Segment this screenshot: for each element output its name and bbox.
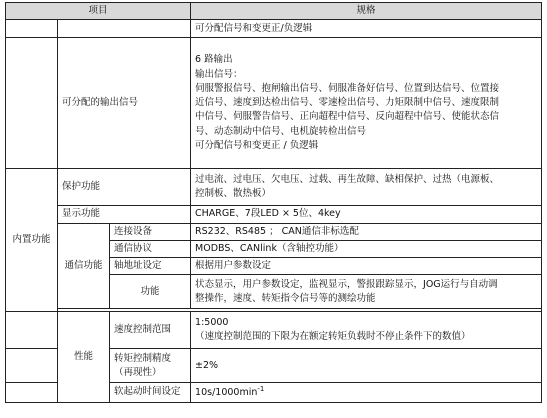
comm-device-row	[6, 223, 542, 240]
assignable-output-row	[6, 38, 542, 169]
header-spec: 规格	[191, 3, 542, 20]
output-line: 近信号、速度到达检出信号、零速检出信号、力矩限制中信号、速度限制	[195, 97, 500, 109]
output-continuation-row	[6, 20, 542, 38]
comm-function-item-label: 功能	[110, 275, 191, 309]
protection-row	[6, 169, 542, 206]
display-label: 显示功能	[58, 206, 191, 223]
blank-cell	[58, 20, 191, 38]
comm-device-value: RS232、RS485 ； CAN通信非标选配	[191, 223, 542, 240]
torque-accuracy-label-line: 转矩控制精度	[114, 352, 172, 364]
comm-protocol-value: MODBS、CANlink（含轴控功能）	[191, 240, 542, 257]
torque-accuracy-value: ±2%	[191, 349, 542, 383]
assignable-output-value	[191, 38, 542, 169]
blank-cell	[6, 38, 58, 169]
output-line: 可分配信号和变更正 / 负逻辑	[195, 139, 319, 151]
display-value: CHARGE、7段LED × 5位、4key	[191, 206, 542, 223]
assignable-output-label: 可分配的输出信号	[58, 38, 191, 169]
comm-function-label: 通信功能	[58, 223, 110, 309]
output-continuation-value: 可分配信号和变更正/负逻辑	[191, 20, 542, 38]
performance-label: 性能	[58, 312, 110, 402]
protection-line: 过电流、过电压、欠电压、过载、再生故障、缺相保护、过热（电源板、	[195, 174, 500, 185]
output-line: 伺服警报信号、抱闸输出信号、伺服准备好信号、位置到达信号、位置接	[195, 82, 500, 94]
soft-start-value	[191, 383, 542, 402]
protection-label: 保护功能	[58, 169, 191, 206]
blank-cell	[6, 349, 58, 383]
output-line: 输出信号：	[195, 68, 243, 80]
output-line: 6 路输出	[195, 54, 233, 66]
soft-start-label: 软起动时间设定	[110, 383, 191, 402]
header-item: 项目	[6, 3, 191, 20]
speed-range-line: 1:5000	[195, 317, 229, 328]
blank-cell	[6, 20, 58, 38]
blank-cell	[6, 383, 58, 402]
comm-address-value: 根据用户参数设定	[191, 258, 542, 275]
output-line: 中信号、伺服警告信号、正向超程中信号、反向超程中信号、使能状态信	[195, 111, 500, 123]
blank-cell	[6, 312, 58, 349]
speed-range-row	[6, 312, 542, 349]
comm-protocol-label: 通信协议	[110, 240, 191, 257]
soft-start-unit-exponent: -1	[257, 385, 265, 394]
comm-function-line: 整操作，速度、转矩指令信号等的测绘功能	[195, 292, 376, 304]
spec-table	[5, 2, 542, 403]
protection-line: 控制板、散热板）	[195, 188, 272, 200]
comm-device-label: 连接设备	[110, 223, 191, 240]
speed-range-line: （速度控制范围的下限为在额定转矩负载时不停止条件下的数值）	[195, 331, 471, 343]
header-row	[6, 3, 542, 20]
speed-range-value	[191, 312, 542, 349]
builtin-function-label: 内置功能	[6, 169, 58, 312]
comm-function-line: 状态显示，用户参数设定，监视显示，警报跟踪显示，JOG运行与自动调	[195, 278, 498, 290]
display-row	[6, 206, 542, 223]
speed-range-label: 速度控制范围	[110, 312, 191, 349]
torque-accuracy-label-line: （再现性）	[114, 366, 162, 378]
protection-value	[191, 169, 542, 206]
comm-function-value	[191, 275, 542, 309]
comm-address-label: 轴地址设定	[110, 258, 191, 275]
output-line: 号、动态制动中信号、电机旋转检出信号	[195, 125, 367, 137]
torque-accuracy-label	[110, 349, 191, 383]
soft-start-number: 10s/1000min	[195, 387, 258, 399]
